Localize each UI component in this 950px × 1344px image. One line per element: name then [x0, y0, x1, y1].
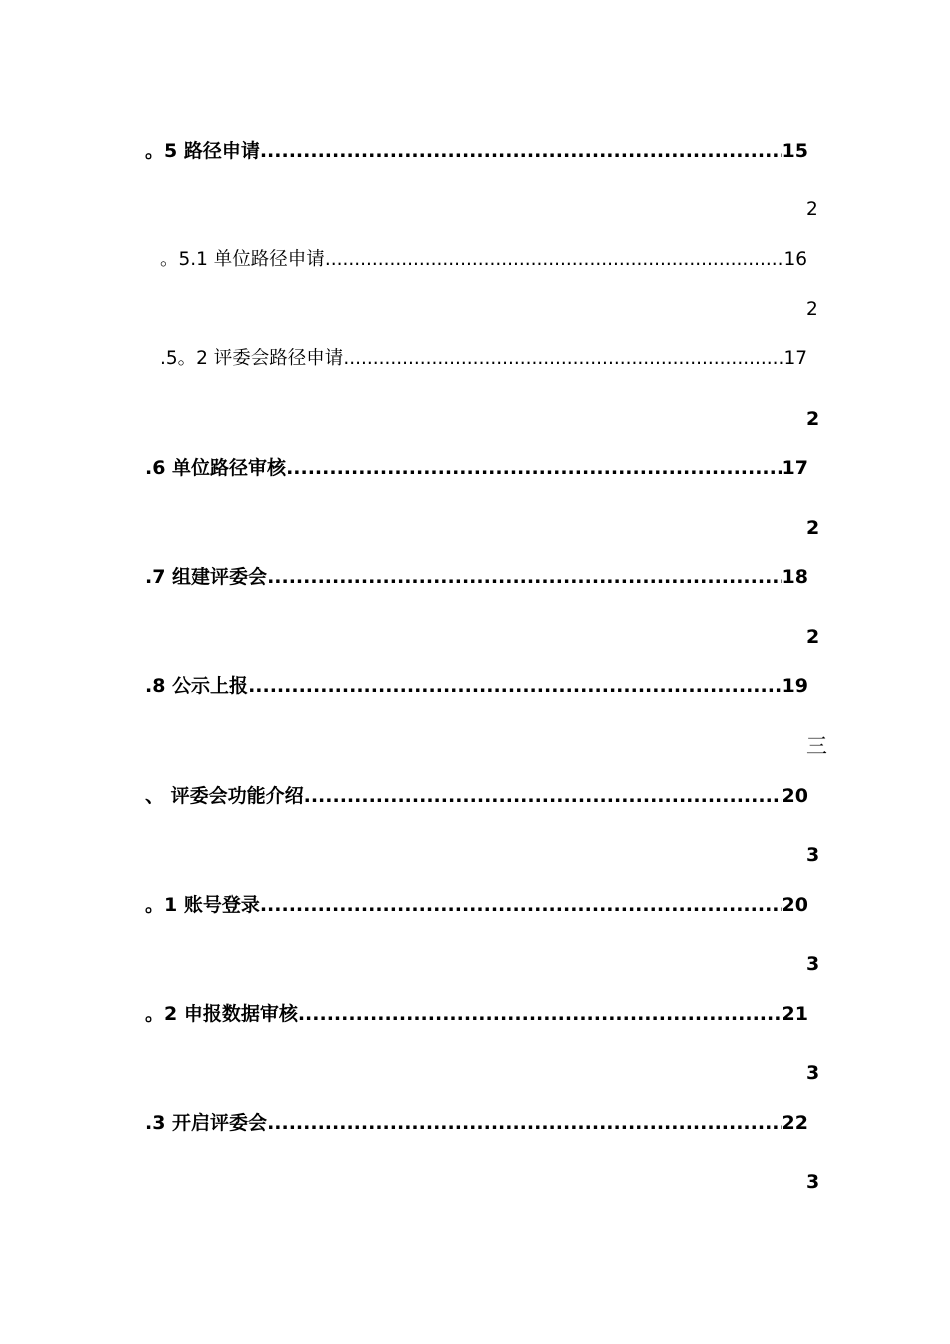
- toc-entry[interactable]: [145, 1110, 808, 1136]
- toc-entry[interactable]: [145, 564, 808, 590]
- toc-entry-label: 。1 账号登录: [145, 894, 260, 916]
- toc-section-prefix: 2: [806, 517, 820, 539]
- toc-section-prefix: 2: [806, 408, 820, 430]
- toc-section-prefix: 3: [806, 844, 820, 866]
- toc-entry-label: .8 公示上报: [145, 675, 249, 697]
- toc-entry-label: 。5 路径申请: [145, 140, 260, 162]
- toc-entry-page: 15: [781, 140, 808, 162]
- toc-entry-label: .7 组建评委会: [145, 566, 268, 588]
- toc-section-prefix: 3: [806, 1062, 820, 1084]
- toc-leader-dots: [260, 138, 782, 164]
- toc-entry[interactable]: [160, 346, 807, 372]
- toc-entry-label: .3 开启评委会: [145, 1112, 268, 1134]
- toc-entry-label: 、 评委会功能介绍: [145, 785, 304, 807]
- toc-entry-page: 17: [781, 457, 808, 479]
- toc-section-prefix: 三: [806, 734, 827, 758]
- toc-entry-label: .6 单位路径审核: [145, 457, 287, 479]
- toc-entry-page: 18: [781, 566, 808, 588]
- toc-entry-label: .5。2 评委会路径申请: [160, 348, 344, 369]
- toc-entry-page: 17: [783, 348, 807, 369]
- toc-entry[interactable]: [160, 247, 807, 273]
- toc-leader-dots: [267, 564, 781, 590]
- toc-leader-dots: [343, 346, 783, 372]
- toc-leader-dots: [260, 892, 782, 918]
- toc-leader-dots: [298, 1001, 782, 1027]
- toc-leader-dots: [286, 455, 781, 481]
- toc-section-prefix: 2: [806, 299, 818, 320]
- toc-entry[interactable]: [145, 673, 808, 699]
- toc-section-prefix: 2: [806, 626, 820, 648]
- toc-section-prefix: 3: [806, 953, 820, 975]
- toc-section-prefix: 3: [806, 1171, 820, 1193]
- toc-leader-dots: [248, 673, 781, 699]
- toc-entry[interactable]: [145, 1001, 808, 1027]
- toc-entry[interactable]: [145, 892, 808, 918]
- toc-entry[interactable]: [145, 783, 808, 809]
- toc-leader-dots: [325, 247, 784, 273]
- toc-leader-dots: [304, 783, 782, 809]
- toc-entry-page: 21: [781, 1003, 808, 1025]
- toc-leader-dots: [267, 1110, 781, 1136]
- toc-entry-label: 。2 申报数据审核: [145, 1003, 298, 1025]
- toc-entry-label: 。5.1 单位路径申请: [160, 249, 325, 270]
- toc-entry-page: 20: [781, 785, 808, 807]
- toc-entry-page: 16: [783, 249, 807, 270]
- toc-entry[interactable]: [145, 138, 808, 164]
- toc-entry-page: 22: [781, 1112, 808, 1134]
- toc-entry-page: 19: [781, 675, 808, 697]
- toc-entry-page: 20: [781, 894, 808, 916]
- toc-section-prefix: 2: [806, 199, 818, 220]
- toc-entry[interactable]: [145, 455, 808, 481]
